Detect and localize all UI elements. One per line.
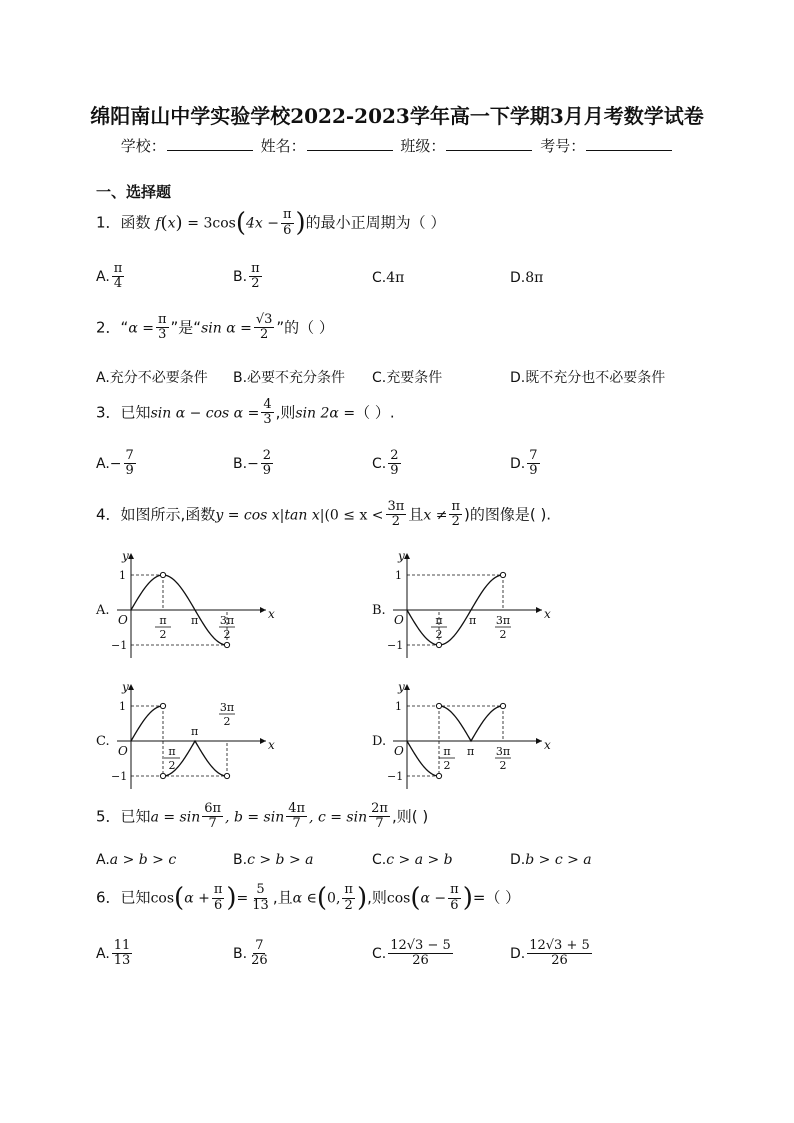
graph-c-y-label: y xyxy=(122,680,129,694)
graph-c-curve-1 xyxy=(131,706,163,741)
q1-option-a[interactable]: A. $\frac{\pi}{4}$ xyxy=(96,261,123,292)
graph-a-y-arrow xyxy=(128,553,134,559)
q1-option-d[interactable]: D.8π xyxy=(510,270,544,286)
graph-d-point-top xyxy=(436,703,441,708)
graph-b-tick-pi2-num: π xyxy=(435,614,443,627)
q1-option-c[interactable]: C.4π xyxy=(372,270,405,286)
q3-option-d[interactable]: D. $\frac{7}{9}$ xyxy=(510,448,538,479)
graph-c-y-arrow xyxy=(128,684,134,690)
graph-c-tick-3pi2-den: 2 xyxy=(223,715,231,728)
fraction: $\frac{\pi}{6}$ xyxy=(282,207,292,238)
school-blank[interactable] xyxy=(167,138,253,151)
q5-option-c[interactable]: C.c > a > b xyxy=(372,852,453,868)
graph-a-origin: O xyxy=(118,613,128,627)
question-2: 2．“α = $\frac{\pi}{3}$ ”是“sin α = $\frac{√3}{2}$ ”的（ ） xyxy=(96,312,334,343)
graph-c-tick-pi2-den: 2 xyxy=(168,759,176,772)
graph-b-tick-3pi2-den: 2 xyxy=(499,628,507,641)
graph-c-point-end xyxy=(224,773,229,778)
graph-d-curve-1 xyxy=(407,741,439,776)
graph-b-tick-pi2-den: 2 xyxy=(435,628,443,641)
graph-a-tick-pi2-num: π xyxy=(159,614,167,627)
graph-b-y-label: y xyxy=(398,549,405,563)
graph-d-point-bottom xyxy=(436,773,441,778)
graph-c-origin: O xyxy=(118,744,128,758)
graph-a-x-arrow xyxy=(260,607,266,613)
graph-d-origin: O xyxy=(394,744,404,758)
class-label: 班级： xyxy=(400,137,446,155)
q5-option-b[interactable]: B.c > b > a xyxy=(233,852,314,868)
section-heading: 一、选择题 xyxy=(96,183,172,201)
graph-b-label: B. xyxy=(372,603,386,618)
question-text: 函数 xyxy=(120,213,151,232)
math-eq: = 3cos xyxy=(187,215,236,232)
question-tail: 的最小正周期为（ ） xyxy=(305,213,446,232)
graph-a-x-label: x xyxy=(268,607,275,621)
graph-a-tick-neg1: −1 xyxy=(111,639,128,652)
graph-a-tick-pi: π xyxy=(191,614,199,627)
math-x: x xyxy=(167,215,176,232)
question-1: 1．函数 f(x) = 3cos(4x − $\frac{\pi}{6}$ )的最小正周期为（ ） xyxy=(96,207,446,238)
name-label: 姓名： xyxy=(260,137,306,155)
number-blank[interactable] xyxy=(586,138,672,151)
class-blank[interactable] xyxy=(446,138,532,151)
graph-d-tick-pi2-num: π xyxy=(443,745,451,758)
q2-option-b[interactable]: B.必要不充分条件 xyxy=(233,370,346,386)
graph-d-tick-3pi2-num: 3π xyxy=(495,745,511,758)
graph-a-tick-pi2-den: 2 xyxy=(159,628,167,641)
q3-option-a[interactable]: A.− $\frac{7}{9}$ xyxy=(96,448,134,479)
graph-b-x-label: x xyxy=(544,607,551,621)
graph-c-point-top xyxy=(160,703,165,708)
graph-a-tick-3pi2-num: 3π xyxy=(219,614,235,627)
graph-c-tick-neg1: −1 xyxy=(111,770,128,783)
graph-d-x-arrow xyxy=(536,738,542,744)
graph-c-x-arrow xyxy=(260,738,266,744)
graph-d-curve-2 xyxy=(439,706,503,741)
graph-d-y-label: y xyxy=(398,680,405,694)
graph-b-tick-3pi2-num: 3π xyxy=(495,614,511,627)
graph-d-y-arrow xyxy=(404,684,410,690)
graph-c-x-label: x xyxy=(268,738,275,752)
graph-b-y-arrow xyxy=(404,553,410,559)
q5-option-a[interactable]: A.a > b > c xyxy=(96,852,177,868)
graph-c-label: C. xyxy=(96,734,110,749)
question-5: 5．已知a = sin $\frac{6\pi}{7}$ , b = sin $\frac{4\pi}{7}$ , c = sin $\frac{2\pi}{7}$ ,则( ) xyxy=(96,801,429,832)
school-label: 学校： xyxy=(120,137,166,155)
graph-b-tick-neg1: −1 xyxy=(387,639,404,652)
q4-graphs xyxy=(0,545,794,805)
graph-d-tick-1: 1 xyxy=(395,700,402,713)
q2-option-a[interactable]: A.充分不必要条件 xyxy=(96,370,208,386)
q6-option-b[interactable]: B. $\frac{7}{26}$ xyxy=(233,938,268,969)
graph-d-tick-3pi2-den: 2 xyxy=(499,759,507,772)
graph-c-point-bottom xyxy=(160,773,165,778)
q2-option-c[interactable]: C.充要条件 xyxy=(372,370,443,386)
math-f: f xyxy=(155,215,161,232)
exam-title: 绵阳南山中学实验学校2022-2023学年高一下学期3月月考数学试卷 xyxy=(90,104,704,128)
graph-b-origin: O xyxy=(394,613,404,627)
graph-c-tick-3pi2-num: 3π xyxy=(219,701,235,714)
graph-b-tick-pi: π xyxy=(469,614,477,627)
graph-b-x-arrow xyxy=(536,607,542,613)
q5-option-d[interactable]: D.b > c > a xyxy=(510,852,592,868)
graph-a-point-end xyxy=(224,642,229,647)
number-label: 考号： xyxy=(540,137,586,155)
math-inner: 4x − xyxy=(245,215,279,232)
graph-a-point-peak xyxy=(160,572,165,577)
graph-d-tick-neg1: −1 xyxy=(387,770,404,783)
graph-d-tick-pi: π xyxy=(467,745,475,758)
graph-a-tick-3pi2-den: 2 xyxy=(223,628,231,641)
q6-option-a[interactable]: A. $\frac{11}{13}$ xyxy=(96,938,131,969)
q6-option-c[interactable]: C. $\frac{12√3 - 5}{26}$ xyxy=(372,938,451,969)
student-info-line xyxy=(0,135,794,156)
graph-c-tick-1: 1 xyxy=(119,700,126,713)
q3-option-c[interactable]: C. $\frac{2}{9}$ xyxy=(372,448,399,479)
graph-d-tick-pi2-den: 2 xyxy=(443,759,451,772)
graph-c-tick-pi: π xyxy=(191,725,199,738)
graph-b-tick-1: 1 xyxy=(395,569,402,582)
q1-option-b[interactable]: B. $\frac{\pi}{2}$ xyxy=(233,261,260,292)
graph-a-y-label: y xyxy=(122,549,129,563)
graph-c-tick-pi2-num: π xyxy=(168,745,176,758)
question-4: 4．如图所示,函数y = cos x|tan x|(0 ≤ x < $\frac{3\pi}{2}$ 且x ≠ $\frac{\pi}{2}$ )的图像是( ). xyxy=(96,499,552,530)
graph-a-tick-1: 1 xyxy=(119,569,126,582)
graph-a-label: A. xyxy=(96,603,110,618)
q6-option-d[interactable]: D. $\frac{12√3 + 5}{26}$ xyxy=(510,938,590,969)
graph-b-point-end xyxy=(500,572,505,577)
question-6: 6．已知cos(α + $\frac{\pi}{6}$ )= $\frac{5}{13}$ ,且α ∈(0, $\frac{\pi}{2}$ ),则cos(α − $\frac{\pi}{6}$ )=（ ） xyxy=(96,882,521,913)
q2-option-d[interactable]: D.既不充分也不必要条件 xyxy=(510,370,666,386)
question-3: 3．已知sin α − cos α = $\frac{4}{3}$ ,则sin 2α =（ ）. xyxy=(96,397,395,428)
graph-d-point-end xyxy=(500,703,505,708)
graph-d-x-label: x xyxy=(544,738,551,752)
graph-d-label: D. xyxy=(372,734,387,749)
question-number: 1． xyxy=(96,213,121,232)
q3-option-b[interactable]: B.− $\frac{2}{9}$ xyxy=(233,448,272,479)
name-blank[interactable] xyxy=(307,138,393,151)
graph-b-point-peak xyxy=(436,642,441,647)
